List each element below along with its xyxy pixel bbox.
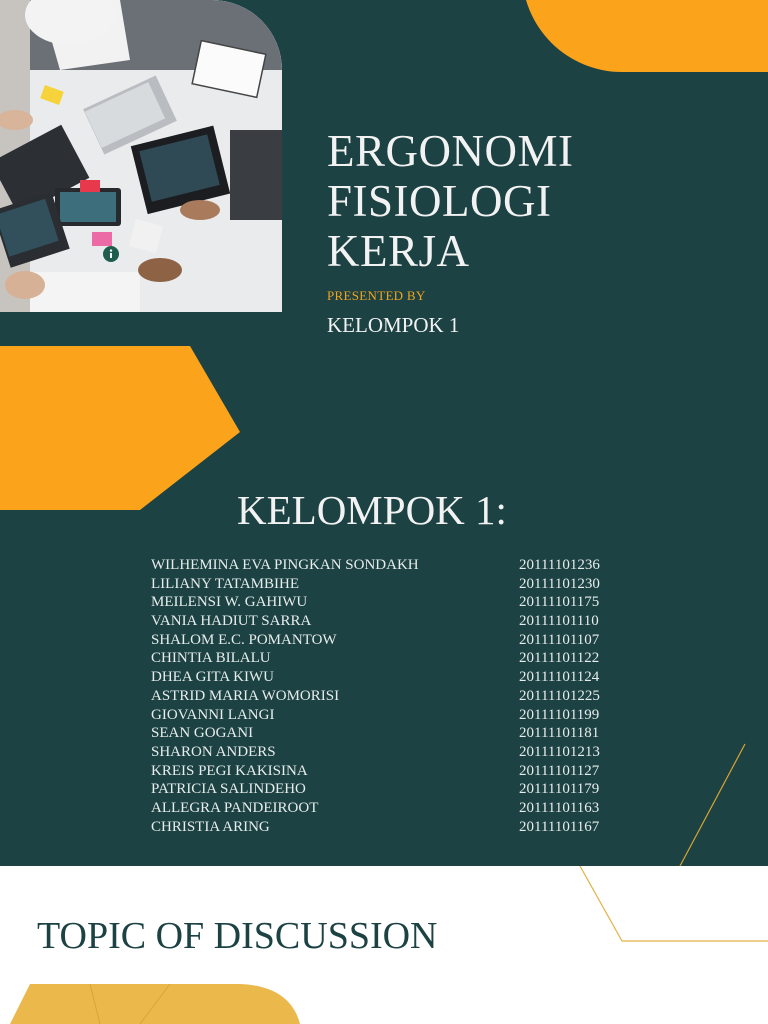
member-nim: 20111101127	[519, 762, 600, 779]
member-name: PATRICIA SALINDEHO	[151, 781, 306, 798]
member-nim: 20111101213	[519, 743, 600, 760]
member-row	[151, 688, 621, 707]
title-line: ERGONOMI	[327, 126, 574, 176]
title-slide	[0, 0, 768, 346]
title-line: KERJA	[327, 226, 470, 276]
members-slide	[0, 346, 768, 866]
topic-heading: TOPIC OF DISCUSSION	[37, 915, 438, 957]
gold-line-decoration	[680, 744, 745, 866]
member-nim: 20111101107	[519, 631, 600, 648]
member-row	[151, 763, 621, 782]
member-row	[151, 650, 621, 669]
gold-line-decoration	[580, 866, 768, 941]
orange-corner-shape	[522, 0, 768, 72]
member-row	[151, 594, 621, 613]
member-nim: 20111101199	[519, 706, 600, 723]
member-name: LILIANY TATAMBIHE	[151, 575, 299, 592]
group-name: KELOMPOK 1	[327, 313, 460, 337]
member-nim: 20111101110	[519, 613, 599, 630]
member-nim: 20111101179	[519, 781, 600, 798]
member-name: KREIS PEGI KAKISINA	[151, 762, 308, 779]
member-nim: 20111101122	[519, 650, 600, 667]
member-name: DHEA GITA KIWU	[151, 669, 274, 686]
member-name: CHRISTIA ARING	[151, 818, 270, 835]
member-row	[151, 576, 621, 595]
topic-slide	[0, 866, 768, 1024]
members-heading: KELOMPOK 1:	[237, 487, 507, 533]
member-nim: 20111101230	[519, 575, 600, 592]
orange-hexagon-shape	[0, 346, 240, 510]
member-row	[151, 781, 621, 800]
office-meeting-photo	[0, 0, 282, 312]
member-row	[151, 669, 621, 688]
member-nim: 20111101225	[519, 687, 600, 704]
member-name: VANIA HADIUT SARRA	[151, 613, 312, 630]
member-row	[151, 744, 621, 763]
member-row	[151, 725, 621, 744]
member-nim: 20111101124	[519, 669, 600, 686]
member-name: SHARON ANDERS	[151, 743, 276, 760]
title-line: FISIOLOGI	[327, 176, 552, 226]
member-name: ALLEGRA PANDEIROOT	[151, 799, 319, 816]
member-name: GIOVANNI LANGI	[151, 706, 275, 723]
member-row	[151, 800, 621, 819]
member-nim: 20111101175	[519, 594, 600, 611]
member-name: WILHEMINA EVA PINGKAN SONDAKH	[151, 557, 419, 573]
member-nim: 20111101167	[519, 818, 600, 835]
member-row	[151, 613, 621, 632]
member-nim: 20111101181	[519, 725, 600, 742]
member-nim: 20111101236	[519, 557, 600, 573]
member-row	[151, 707, 621, 726]
member-row	[151, 557, 621, 576]
member-row	[151, 819, 621, 838]
member-name: ASTRID MARIA WOMORISI	[151, 687, 340, 704]
member-name: CHINTIA BILALU	[151, 650, 271, 667]
member-name: MEILENSI W. GAHIWU	[151, 594, 308, 611]
member-name: SHALOM E.C. POMANTOW	[151, 631, 337, 648]
member-row	[151, 632, 621, 651]
info-icon[interactable]	[103, 246, 119, 262]
presentation-title	[327, 126, 574, 276]
member-nim: 20111101163	[519, 799, 600, 816]
member-list	[151, 557, 621, 837]
member-name: SEAN GOGANI	[151, 725, 254, 742]
presented-by-label: PRESENTED BY	[327, 288, 426, 303]
